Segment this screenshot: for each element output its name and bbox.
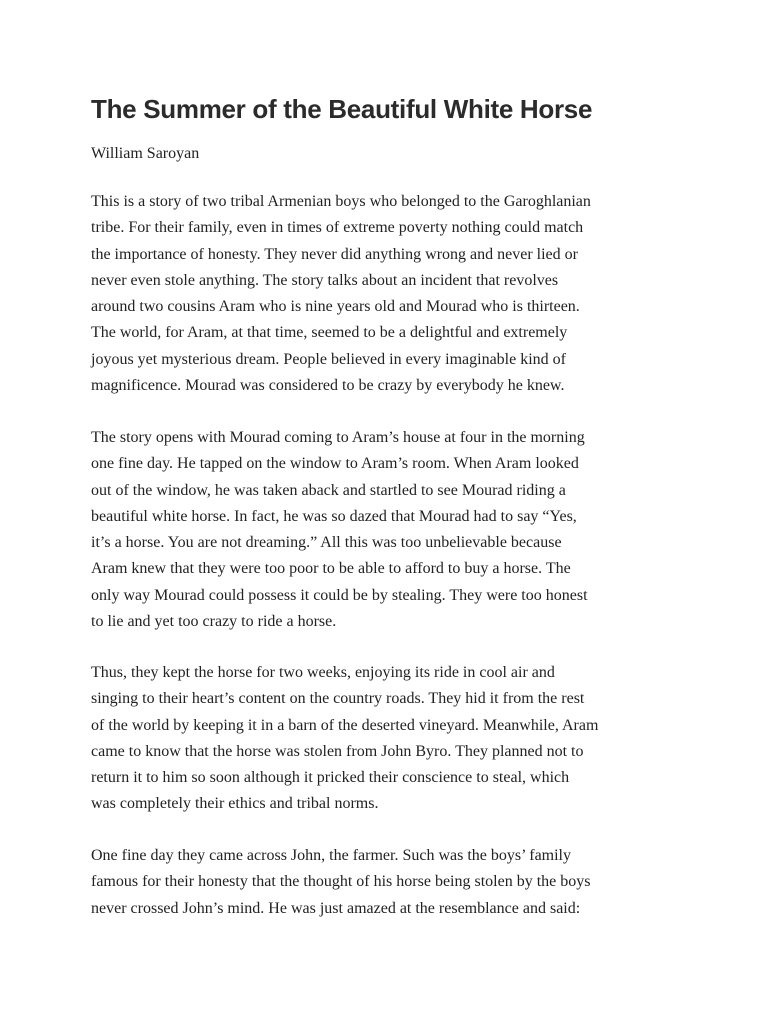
text-line: One fine day they came across John, the farmer. Such was the boys’ family — [91, 847, 571, 864]
paragraph-2 — [91, 425, 588, 635]
text-line: one fine day. He tapped on the window to Aram’s room. When Aram looked — [91, 455, 579, 473]
paragraph-1 — [91, 189, 591, 399]
text-line: of the world by keeping it in a barn of the deserted vineyard. Meanwhile, Aram — [91, 716, 599, 734]
text-line: never even stole anything. The story talks about an incident that revolves — [91, 271, 559, 289]
paragraph-3 — [91, 660, 598, 818]
text-line: never crossed John’s mind. He was just amazed at the resemblance and said: — [91, 899, 581, 917]
text-line: was completely their ethics and tribal norms. — [91, 795, 379, 813]
text-line: the importance of honesty. They never did anything wrong and never lied or — [91, 245, 578, 263]
text-line: only way Mourad could possess it could be by stealing. They were too honest — [91, 586, 588, 604]
paragraph-4 — [91, 843, 590, 922]
text-line: This is a story of two tribal Armenian boys who belonged to the Garoghlanian — [91, 193, 591, 210]
text-line: around two cousins Aram who is nine years old and Mourad who is thirteen. — [91, 298, 580, 316]
text-line: singing to their heart’s content on the country roads. They hid it from the rest — [91, 690, 585, 708]
text-line: came to know that the horse was stolen from John Byro. They planned not to — [91, 742, 584, 760]
text-line: it’s a horse. You are not dreaming.” All this was too unbelievable because — [91, 534, 562, 552]
text-line: return it to him so soon although it pricked their conscience to steal, which — [91, 769, 570, 787]
text-line: out of the window, he was taken aback and startled to see Mourad riding a — [91, 481, 566, 499]
text-line: The world, for Aram, at that time, seemed to be a delightful and extremely — [91, 324, 568, 342]
text-line: The story opens with Mourad coming to Aram’s house at four in the morning — [91, 429, 585, 446]
document-title: The Summer of the Beautiful White Horse — [91, 94, 593, 124]
text-line: beautiful white horse. In fact, he was so dazed that Mourad had to say “Yes, — [91, 507, 577, 525]
text-line: to lie and yet too crazy to ride a horse. — [91, 613, 337, 631]
author-name: William Saroyan — [91, 145, 200, 162]
text-line: famous for their honesty that the thought of his horse being stolen by the boys — [91, 873, 591, 891]
text-line: Aram knew that they were too poor to be able to afford to buy a horse. The — [91, 560, 571, 578]
text-line: magnificence. Mourad was considered to be crazy by everybody he knew. — [91, 377, 565, 395]
text-line: tribe. For their family, even in times of extreme poverty nothing could match — [91, 219, 584, 237]
text-line: Thus, they kept the horse for two weeks, enjoying its ride in cool air and — [91, 664, 555, 681]
text-line: joyous yet mysterious dream. People believed in every imaginable kind of — [91, 350, 566, 368]
